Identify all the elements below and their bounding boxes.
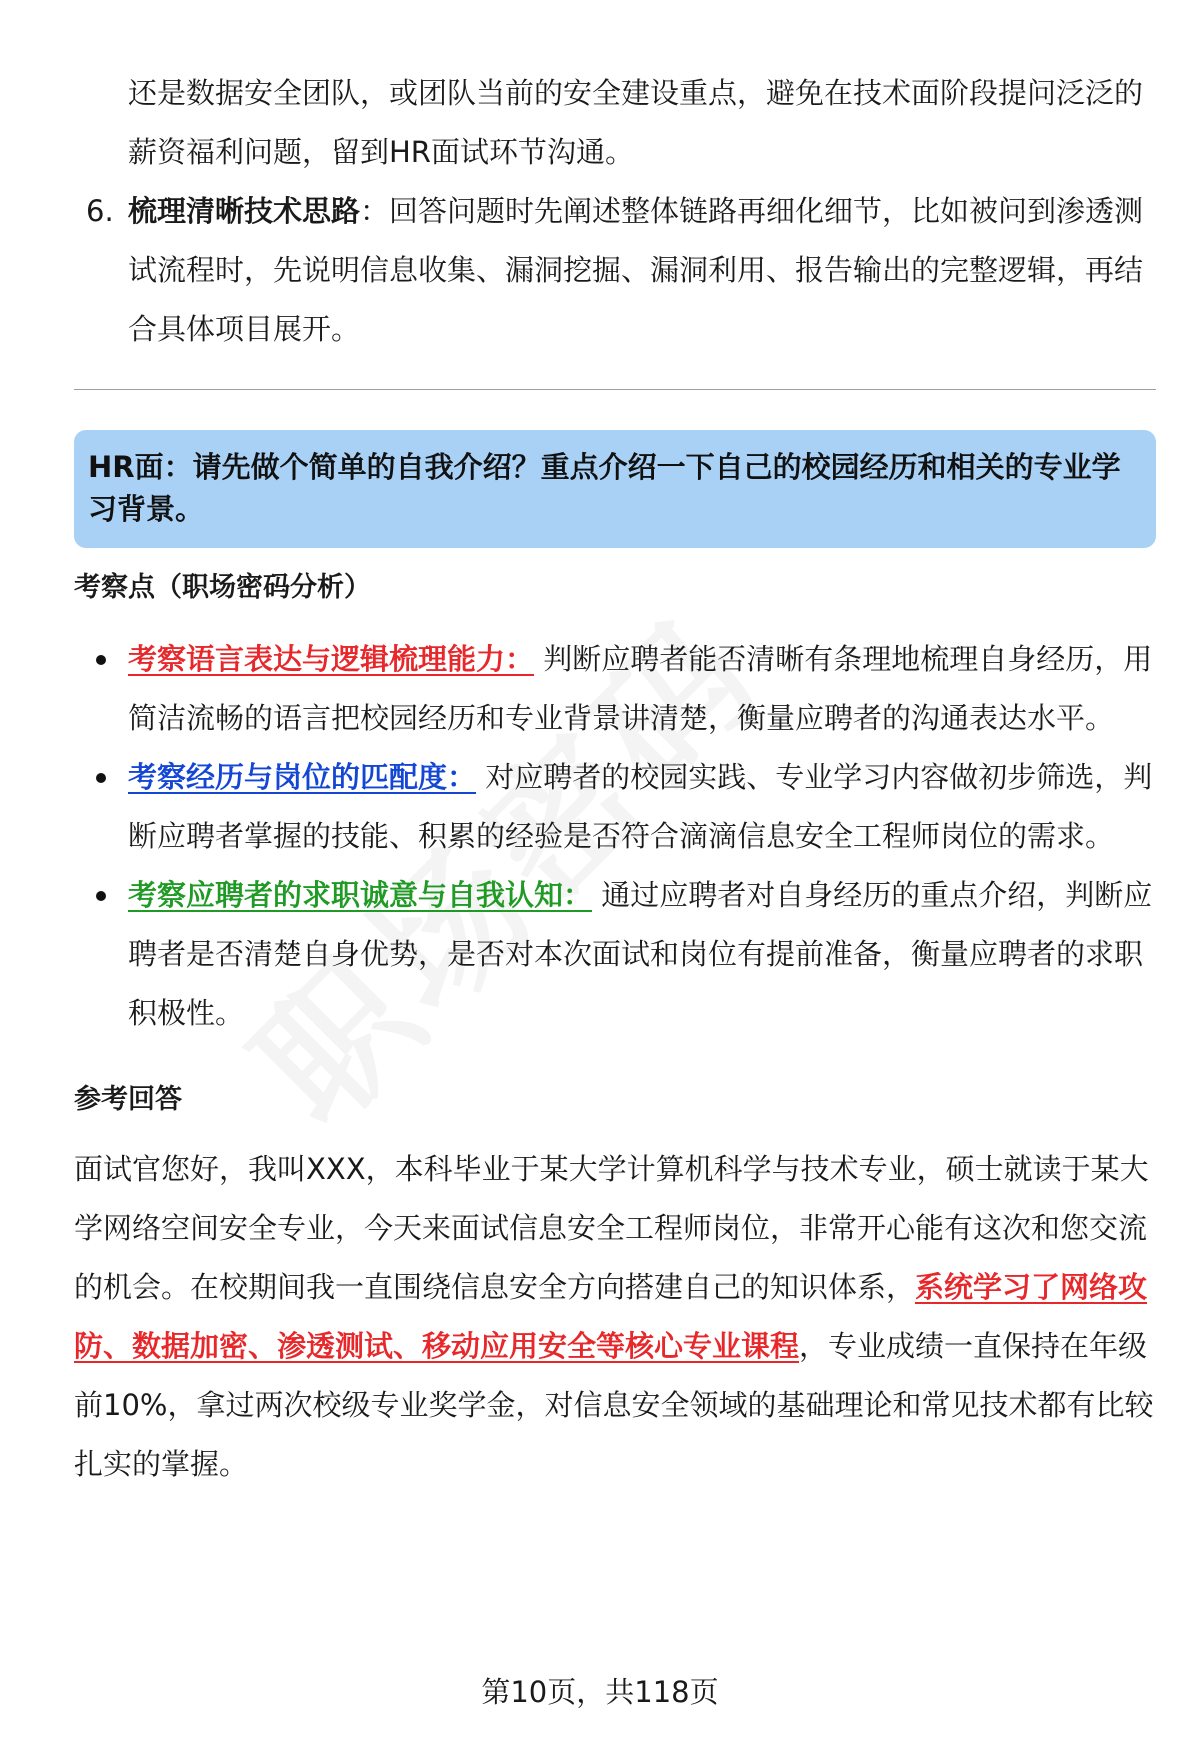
bullet-dot-icon bbox=[96, 655, 106, 665]
bullet-dot-icon bbox=[96, 773, 106, 783]
reference-highlight: 系统学习了网络攻防、数据加密、渗透测试、移动应用安全等核心专业课程 bbox=[74, 1270, 1148, 1363]
reference-text-part1: 面试官您好，我叫XXX，本科毕业于某大学计算机科学与技术专业，硕士就读于某大学网络空间安全专业，今天来面试信息安全工程师岗位，非常开心能有这次和您交流的机会。在校期间我一直围绕信息安全方向搭建自己的知识体系， bbox=[74, 1152, 1149, 1304]
analysis-title: 考察点（职场密码分析） bbox=[74, 572, 371, 603]
page-number-footer: 第10页，共118页 bbox=[481, 1675, 719, 1709]
item-body: 回答问题时先阐述整体链路再细化细节，比如被问到渗透测试流程时，先说明信息收集、漏洞挖掘、漏洞利用、报告输出的完整逻辑，再结合具体项目展开。 bbox=[128, 194, 1144, 346]
bullet-text: 判断应聘者能否清晰有条理地梳理自身经历，用简洁流畅的语言把校园经历和专业背景讲清楚，衡量应聘者的沟通表达水平。 bbox=[128, 642, 1153, 735]
item-title: 梳理清晰技术思路 bbox=[128, 194, 361, 228]
bullet-highlight: 考察经历与岗位的匹配度： bbox=[128, 760, 477, 794]
question-callout bbox=[74, 430, 1156, 548]
analysis-bullet bbox=[74, 866, 1156, 1043]
analysis-bullet bbox=[74, 748, 1156, 866]
continuation-paragraph: 还是数据安全团队，或团队当前的安全建设重点，避免在技术面阶段提问泛泛的薪资福利问题，留到HR面试环节沟通。 bbox=[128, 76, 1144, 169]
bullet-text: 对应聘者的校园实践、专业学习内容做初步筛选，判断应聘者掌握的技能、积累的经验是否符合滴滴信息安全工程师岗位的需求。 bbox=[128, 760, 1153, 853]
question-text: HR面：请先做个简单的自我介绍？重点介绍一下自己的校园经历和相关的专业学习背景。 bbox=[88, 450, 1121, 526]
reference-text-part2: ，专业成绩一直保持在年级前10%，拿过两次校级专业奖学金，对信息安全领域的基础理论和常见技术都有比较扎实的掌握。 bbox=[74, 1329, 1154, 1481]
bullet-dot-icon bbox=[96, 891, 106, 901]
bullet-highlight: 考察语言表达与逻辑梳理能力： bbox=[128, 642, 535, 676]
analysis-bullet bbox=[74, 630, 1156, 748]
reference-answer-paragraph bbox=[74, 1140, 1156, 1494]
page-content bbox=[74, 64, 1156, 1494]
numbered-item-6 bbox=[74, 182, 1156, 359]
bullet-text: 通过应聘者对自身经历的重点介绍，判断应聘者是否清楚自身优势，是否对本次面试和岗位有提前准备，衡量应聘者的求职积极性。 bbox=[128, 878, 1153, 1030]
section-divider bbox=[74, 389, 1156, 390]
analysis-bullet-list bbox=[74, 630, 1156, 1043]
reference-title: 参考回答 bbox=[74, 1084, 182, 1115]
item-number: 6. bbox=[86, 194, 114, 228]
item-title-colon: ： bbox=[360, 194, 390, 228]
bullet-highlight: 考察应聘者的求职诚意与自我认知： bbox=[128, 878, 593, 912]
